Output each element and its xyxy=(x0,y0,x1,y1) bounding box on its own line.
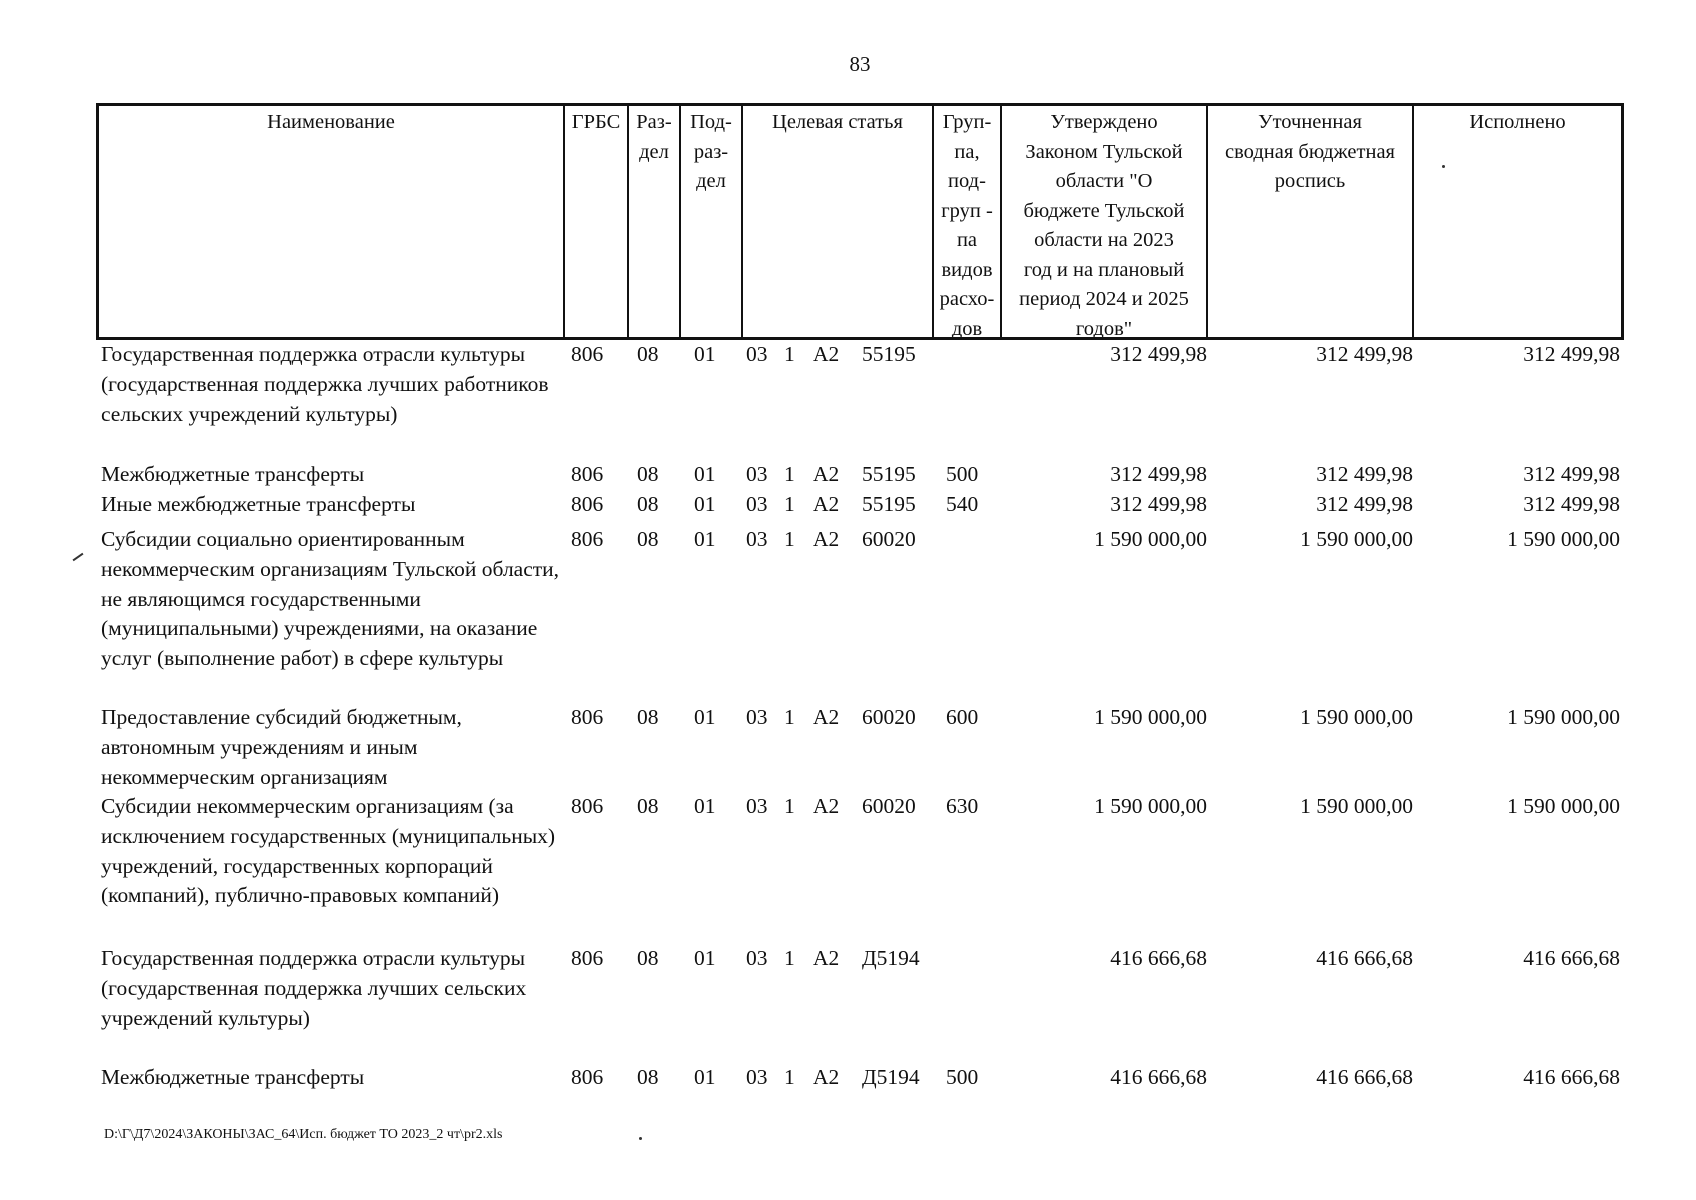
row-grbs: 806 xyxy=(571,462,604,486)
row-podrazdel: 01 xyxy=(694,462,716,486)
row-cs-program: 03 xyxy=(746,705,768,729)
row-refined: 1 590 000,00 xyxy=(1300,527,1413,551)
row-cs-project: А2 xyxy=(813,527,840,551)
header-approved: Утверждено Законом Тульской области "О бюджете Тульской области на 2023 год и на плановый период 2024 и 2025 годов" xyxy=(1000,106,1206,337)
row-vr: 500 xyxy=(946,462,979,486)
row-cs-project: А2 xyxy=(813,946,840,970)
row-cs-direction: 55195 xyxy=(862,492,916,516)
row-cs-program: 03 xyxy=(746,342,768,366)
row-name: Субсидии социально ориентированным некоммерческим организациям Тульской области, не являющимся государственными (муниципальными) учреждениями, на оказание услуг (выполнение работ) в сфере культуры xyxy=(101,527,560,671)
row-name: Субсидии некоммерческим организациям (за исключением государственных (муниципальных) учреждений, государственных корпораций (компаний), публично-правовых компаний) xyxy=(101,794,556,908)
row-grbs: 806 xyxy=(571,1065,604,1089)
row-cs-program: 03 xyxy=(746,492,768,516)
row-razdel: 08 xyxy=(637,946,659,970)
row-approved: 1 590 000,00 xyxy=(1094,705,1207,729)
row-executed: 416 666,68 xyxy=(1523,1065,1620,1089)
row-grbs: 806 xyxy=(571,946,604,970)
row-name: Иные межбюджетные трансферты xyxy=(101,492,416,516)
row-refined: 312 499,98 xyxy=(1316,492,1413,516)
row-cs-project: А2 xyxy=(813,794,840,818)
pen-mark xyxy=(73,553,84,562)
row-vr: 500 xyxy=(946,1065,979,1089)
row-name: Предоставление субсидий бюджетным, автономным учреждениям и иным некоммерческим организациям xyxy=(101,705,462,789)
row-cs-direction: Д5194 xyxy=(862,946,920,970)
row-executed: 1 590 000,00 xyxy=(1507,794,1620,818)
row-refined: 416 666,68 xyxy=(1316,1065,1413,1089)
row-cs-project: А2 xyxy=(813,1065,840,1089)
row-cs-program: 03 xyxy=(746,462,768,486)
row-cs-subprogram: 1 xyxy=(784,492,795,516)
row-vr: 600 xyxy=(946,705,979,729)
row-podrazdel: 01 xyxy=(694,527,716,551)
row-approved: 312 499,98 xyxy=(1110,342,1207,366)
row-razdel: 08 xyxy=(637,1065,659,1089)
row-cs-direction: 60020 xyxy=(862,705,916,729)
row-approved: 312 499,98 xyxy=(1110,462,1207,486)
row-cs-project: А2 xyxy=(813,462,840,486)
row-approved: 416 666,68 xyxy=(1110,946,1207,970)
row-cs-project: А2 xyxy=(813,705,840,729)
row-razdel: 08 xyxy=(637,342,659,366)
row-executed: 1 590 000,00 xyxy=(1507,705,1620,729)
table-header xyxy=(96,103,1624,340)
header-executed: Исполнено xyxy=(1412,106,1621,337)
row-cs-program: 03 xyxy=(746,1065,768,1089)
row-podrazdel: 01 xyxy=(694,705,716,729)
header-podrazdel: Под- раз- дел xyxy=(679,106,741,337)
row-razdel: 08 xyxy=(637,492,659,516)
header-refined: Уточненная сводная бюджетная роспись xyxy=(1206,106,1412,337)
row-name: Государственная поддержка отрасли культуры (государственная поддержка лучших работников сельских учреждений культуры) xyxy=(101,342,549,426)
header-target-article: Целевая статья xyxy=(741,106,932,337)
row-cs-project: А2 xyxy=(813,342,840,366)
row-refined: 312 499,98 xyxy=(1316,462,1413,486)
row-razdel: 08 xyxy=(637,527,659,551)
header-expense-group: Груп- па, под- груп - па видов расхо- дов xyxy=(932,106,1000,337)
row-grbs: 806 xyxy=(571,705,604,729)
row-grbs: 806 xyxy=(571,794,604,818)
row-podrazdel: 01 xyxy=(694,1065,716,1089)
row-razdel: 08 xyxy=(637,705,659,729)
row-vr: 540 xyxy=(946,492,979,516)
row-razdel: 08 xyxy=(637,794,659,818)
row-name: Государственная поддержка отрасли культуры (государственная поддержка лучших сельских учреждений культуры) xyxy=(101,946,527,1030)
row-podrazdel: 01 xyxy=(694,946,716,970)
row-executed: 416 666,68 xyxy=(1523,946,1620,970)
row-approved: 1 590 000,00 xyxy=(1094,794,1207,818)
row-cs-program: 03 xyxy=(746,794,768,818)
row-executed: 312 499,98 xyxy=(1523,492,1620,516)
row-approved: 1 590 000,00 xyxy=(1094,527,1207,551)
row-refined: 1 590 000,00 xyxy=(1300,794,1413,818)
row-cs-direction: Д5194 xyxy=(862,1065,920,1089)
header-razdel: Раз- дел xyxy=(627,106,679,337)
row-cs-subprogram: 1 xyxy=(784,527,795,551)
file-path-footer: D:\Г\Д7\2024\ЗАКОНЫ\ЗАС_64\Исп. бюджет ТО 2023_2 чт\pr2.xls xyxy=(104,1127,503,1142)
row-cs-subprogram: 1 xyxy=(784,1065,795,1089)
row-executed: 1 590 000,00 xyxy=(1507,527,1620,551)
row-name: Межбюджетные трансферты xyxy=(101,462,365,486)
row-grbs: 806 xyxy=(571,342,604,366)
row-cs-subprogram: 1 xyxy=(784,462,795,486)
row-cs-subprogram: 1 xyxy=(784,705,795,729)
row-podrazdel: 01 xyxy=(694,794,716,818)
row-cs-direction: 55195 xyxy=(862,342,916,366)
row-name: Межбюджетные трансферты xyxy=(101,1065,365,1089)
row-cs-program: 03 xyxy=(746,527,768,551)
row-cs-direction: 60020 xyxy=(862,527,916,551)
row-cs-direction: 55195 xyxy=(862,462,916,486)
row-approved: 416 666,68 xyxy=(1110,1065,1207,1089)
scan-dot xyxy=(1442,165,1445,168)
row-cs-program: 03 xyxy=(746,946,768,970)
row-approved: 312 499,98 xyxy=(1110,492,1207,516)
row-vr: 630 xyxy=(946,794,979,818)
row-refined: 1 590 000,00 xyxy=(1300,705,1413,729)
header-grbs: ГРБС xyxy=(563,106,627,337)
scan-dot xyxy=(639,1137,642,1140)
header-name: Наименование xyxy=(267,111,395,133)
row-cs-subprogram: 1 xyxy=(784,342,795,366)
row-executed: 312 499,98 xyxy=(1523,342,1620,366)
row-razdel: 08 xyxy=(637,462,659,486)
row-refined: 312 499,98 xyxy=(1316,342,1413,366)
row-executed: 312 499,98 xyxy=(1523,462,1620,486)
row-cs-subprogram: 1 xyxy=(784,794,795,818)
row-podrazdel: 01 xyxy=(694,342,716,366)
row-grbs: 806 xyxy=(571,527,604,551)
row-cs-project: А2 xyxy=(813,492,840,516)
row-cs-direction: 60020 xyxy=(862,794,916,818)
row-grbs: 806 xyxy=(571,492,604,516)
row-podrazdel: 01 xyxy=(694,492,716,516)
row-cs-subprogram: 1 xyxy=(784,946,795,970)
page-number: 83 xyxy=(849,52,871,76)
row-refined: 416 666,68 xyxy=(1316,946,1413,970)
